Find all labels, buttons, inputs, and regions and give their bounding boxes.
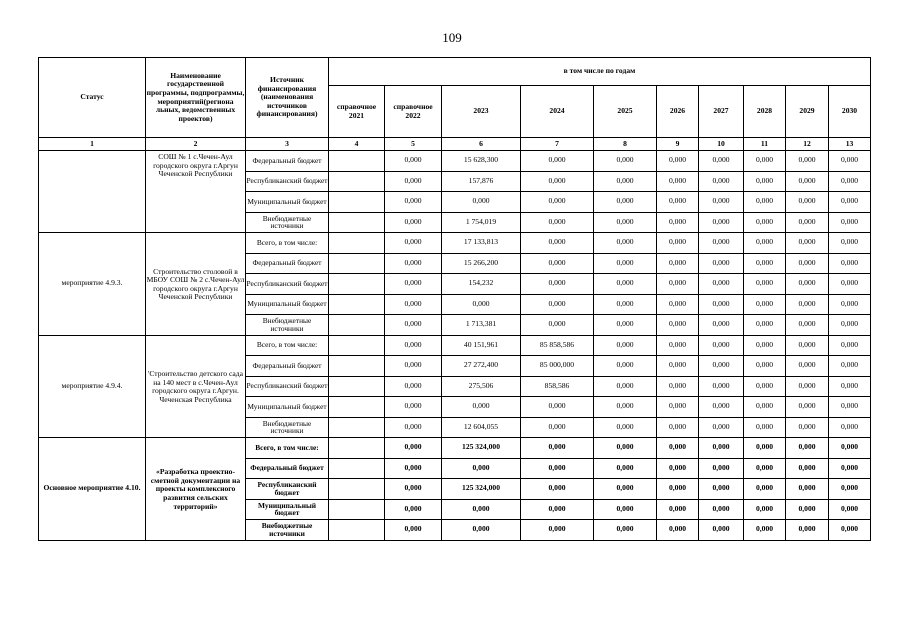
column-number-12: 12 — [786, 138, 829, 151]
value-cell: 0,000 — [786, 212, 829, 233]
value-cell: 0,000 — [442, 192, 521, 213]
value-cell: 0,000 — [699, 192, 744, 213]
value-cell: 0,000 — [521, 417, 594, 438]
value-cell: 0,000 — [385, 274, 442, 295]
header-source: Источник финансирования (наименования источников финансирования) — [246, 58, 329, 138]
value-cell: 0,000 — [829, 274, 871, 295]
value-cell: 0,000 — [594, 192, 657, 213]
value-cell: 0,000 — [829, 458, 871, 479]
table-row — [39, 233, 871, 254]
value-cell: 0,000 — [829, 520, 871, 541]
value-cell: 0,000 — [657, 233, 699, 254]
value-cell: 0,000 — [829, 212, 871, 233]
value-cell: 0,000 — [657, 438, 699, 459]
name-cell: 'Строительство детского сада на 140 мест в с.Чечен-Аул городского округа г.Аргун. Чеченская Республика — [146, 335, 246, 438]
value-cell: 0,000 — [385, 151, 442, 172]
value-cell: 0,000 — [744, 192, 786, 213]
value-cell: 0,000 — [786, 376, 829, 397]
value-cell: 0,000 — [442, 520, 521, 541]
value-cell: 0,000 — [699, 520, 744, 541]
source-cell: Муниципальный бюджет — [246, 294, 329, 315]
financing-table-wrapper — [38, 57, 871, 541]
value-cell: 0,000 — [657, 274, 699, 295]
value-cell: 0,000 — [521, 479, 594, 500]
value-cell: 0,000 — [442, 458, 521, 479]
value-cell: 0,000 — [385, 458, 442, 479]
value-cell: 0,000 — [786, 479, 829, 500]
value-cell: 0,000 — [829, 356, 871, 377]
value-cell: 0,000 — [385, 335, 442, 356]
value-cell: 0,000 — [657, 335, 699, 356]
name-cell: Строительство столовой в МБОУ СОШ № 2 с.Чечен-Аул городского округа г.Аргун Чеченской Республики — [146, 233, 246, 336]
value-cell: 0,000 — [385, 499, 442, 520]
value-cell: 0,000 — [744, 171, 786, 192]
header-name: Наименование государственной программы, подпрограммы, мероприятий(региона льных, ведомственных проектов) — [146, 58, 246, 138]
column-number-13: 13 — [829, 138, 871, 151]
value-cell: 0,000 — [521, 315, 594, 336]
header-status: Статус — [39, 58, 146, 138]
column-number-7: 7 — [521, 138, 594, 151]
table-row — [39, 438, 871, 459]
table-header — [39, 58, 871, 151]
column-number-10: 10 — [699, 138, 744, 151]
value-cell: 15 628,300 — [442, 151, 521, 172]
value-cell — [329, 417, 385, 438]
value-cell: 0,000 — [744, 294, 786, 315]
column-number-9: 9 — [657, 138, 699, 151]
value-cell: 0,000 — [594, 458, 657, 479]
value-cell: 154,232 — [442, 274, 521, 295]
header-year-3: 2024 — [521, 86, 594, 138]
value-cell: 0,000 — [594, 294, 657, 315]
value-cell: 0,000 — [829, 479, 871, 500]
column-number-6: 6 — [442, 138, 521, 151]
value-cell: 0,000 — [786, 315, 829, 336]
value-cell — [329, 335, 385, 356]
value-cell: 0,000 — [699, 212, 744, 233]
value-cell: 0,000 — [699, 294, 744, 315]
value-cell — [329, 151, 385, 172]
value-cell: 0,000 — [594, 253, 657, 274]
value-cell: 0,000 — [829, 151, 871, 172]
value-cell: 0,000 — [786, 499, 829, 520]
source-cell: Республиканский бюджет — [246, 479, 329, 500]
value-cell: 0,000 — [744, 274, 786, 295]
value-cell: 0,000 — [829, 233, 871, 254]
value-cell: 125 324,000 — [442, 479, 521, 500]
value-cell: 0,000 — [385, 356, 442, 377]
column-number-5: 5 — [385, 138, 442, 151]
value-cell: 0,000 — [744, 376, 786, 397]
source-cell: Федеральный бюджет — [246, 458, 329, 479]
value-cell: 0,000 — [829, 417, 871, 438]
status-cell — [39, 151, 146, 233]
value-cell: 0,000 — [657, 356, 699, 377]
value-cell — [329, 171, 385, 192]
value-cell: 0,000 — [829, 376, 871, 397]
status-cell: мероприятие 4.9.3. — [39, 233, 146, 336]
value-cell — [329, 520, 385, 541]
source-cell: Внебюджетные источники — [246, 520, 329, 541]
value-cell: 0,000 — [442, 294, 521, 315]
value-cell: 0,000 — [744, 479, 786, 500]
value-cell: 125 324,000 — [442, 438, 521, 459]
source-cell: Внебюджетные источники — [246, 212, 329, 233]
value-cell: 0,000 — [385, 397, 442, 418]
value-cell: 0,000 — [521, 438, 594, 459]
source-cell: Республиканский бюджет — [246, 171, 329, 192]
value-cell: 0,000 — [744, 520, 786, 541]
table-row — [39, 151, 871, 172]
header-year-2: 2023 — [442, 86, 521, 138]
value-cell: 0,000 — [699, 458, 744, 479]
value-cell: 0,000 — [744, 458, 786, 479]
value-cell: 0,000 — [521, 397, 594, 418]
source-cell: Федеральный бюджет — [246, 151, 329, 172]
value-cell: 0,000 — [699, 417, 744, 438]
value-cell: 0,000 — [657, 315, 699, 336]
value-cell: 0,000 — [521, 171, 594, 192]
value-cell: 0,000 — [699, 315, 744, 336]
value-cell: 0,000 — [594, 417, 657, 438]
source-cell: Внебюджетные источники — [246, 417, 329, 438]
value-cell: 0,000 — [744, 417, 786, 438]
value-cell: 0,000 — [744, 212, 786, 233]
source-cell: Федеральный бюджет — [246, 253, 329, 274]
value-cell: 27 272,400 — [442, 356, 521, 377]
value-cell — [329, 212, 385, 233]
value-cell — [329, 397, 385, 418]
value-cell: 0,000 — [699, 397, 744, 418]
name-cell: СОШ № 1 с.Чечен-Аул городского округа г.Аргун Чеченской Республики — [146, 151, 246, 233]
value-cell: 0,000 — [594, 335, 657, 356]
value-cell: 0,000 — [744, 151, 786, 172]
value-cell: 0,000 — [744, 315, 786, 336]
value-cell: 0,000 — [829, 253, 871, 274]
value-cell: 0,000 — [829, 294, 871, 315]
value-cell: 0,000 — [829, 315, 871, 336]
value-cell: 0,000 — [699, 253, 744, 274]
value-cell: 0,000 — [786, 458, 829, 479]
value-cell: 0,000 — [594, 397, 657, 418]
value-cell — [329, 458, 385, 479]
header-year-6: 2027 — [699, 86, 744, 138]
value-cell: 0,000 — [786, 171, 829, 192]
value-cell: 0,000 — [829, 438, 871, 459]
value-cell: 0,000 — [657, 499, 699, 520]
source-cell: Муниципальный бюджет — [246, 499, 329, 520]
value-cell: 85 858,586 — [521, 335, 594, 356]
column-number-4: 4 — [329, 138, 385, 151]
value-cell: 0,000 — [829, 397, 871, 418]
source-cell: Муниципальный бюджет — [246, 192, 329, 213]
value-cell: 0,000 — [829, 192, 871, 213]
value-cell: 0,000 — [594, 233, 657, 254]
value-cell: 0,000 — [385, 192, 442, 213]
value-cell: 0,000 — [699, 151, 744, 172]
value-cell — [329, 315, 385, 336]
value-cell: 0,000 — [699, 479, 744, 500]
column-number-11: 11 — [744, 138, 786, 151]
value-cell: 0,000 — [786, 335, 829, 356]
value-cell: 0,000 — [594, 376, 657, 397]
value-cell: 0,000 — [442, 397, 521, 418]
value-cell: 0,000 — [699, 274, 744, 295]
header-years-group: в том числе по годам — [329, 58, 871, 86]
status-cell: мероприятие 4.9.4. — [39, 335, 146, 438]
value-cell: 0,000 — [385, 520, 442, 541]
value-cell: 0,000 — [385, 294, 442, 315]
value-cell: 0,000 — [786, 520, 829, 541]
column-number-2: 2 — [146, 138, 246, 151]
header-year-8: 2029 — [786, 86, 829, 138]
value-cell — [329, 499, 385, 520]
value-cell: 0,000 — [657, 212, 699, 233]
page-number: 109 — [442, 30, 462, 45]
value-cell: 12 604,055 — [442, 417, 521, 438]
value-cell: 0,000 — [594, 171, 657, 192]
status-cell: Основное мероприятие 4.10. — [39, 438, 146, 541]
value-cell: 0,000 — [699, 356, 744, 377]
value-cell: 0,000 — [385, 417, 442, 438]
value-cell: 0,000 — [786, 151, 829, 172]
value-cell: 0,000 — [699, 438, 744, 459]
value-cell: 15 266,200 — [442, 253, 521, 274]
value-cell: 0,000 — [594, 274, 657, 295]
value-cell: 0,000 — [442, 499, 521, 520]
value-cell: 0,000 — [657, 294, 699, 315]
value-cell: 0,000 — [786, 356, 829, 377]
source-cell: Республиканский бюджет — [246, 376, 329, 397]
value-cell: 0,000 — [521, 192, 594, 213]
column-number-3: 3 — [246, 138, 329, 151]
value-cell: 85 000,000 — [521, 356, 594, 377]
value-cell: 0,000 — [699, 499, 744, 520]
value-cell: 0,000 — [657, 520, 699, 541]
header-year-1: справочное 2022 — [385, 86, 442, 138]
value-cell: 0,000 — [594, 151, 657, 172]
value-cell: 0,000 — [594, 520, 657, 541]
value-cell — [329, 356, 385, 377]
table-body — [39, 151, 871, 541]
value-cell: 0,000 — [699, 335, 744, 356]
value-cell: 0,000 — [786, 417, 829, 438]
value-cell: 0,000 — [521, 233, 594, 254]
value-cell: 0,000 — [699, 376, 744, 397]
value-cell: 17 133,813 — [442, 233, 521, 254]
value-cell: 0,000 — [594, 438, 657, 459]
value-cell: 1 713,381 — [442, 315, 521, 336]
source-cell: Внебюджетные источники — [246, 315, 329, 336]
value-cell: 0,000 — [594, 315, 657, 336]
header-year-9: 2030 — [829, 86, 871, 138]
value-cell: 0,000 — [385, 315, 442, 336]
header-year-7: 2028 — [744, 86, 786, 138]
value-cell — [329, 438, 385, 459]
value-cell: 0,000 — [594, 479, 657, 500]
value-cell: 0,000 — [829, 335, 871, 356]
value-cell: 0,000 — [521, 212, 594, 233]
value-cell: 0,000 — [657, 253, 699, 274]
value-cell: 0,000 — [594, 499, 657, 520]
value-cell: 0,000 — [594, 212, 657, 233]
header-year-0: справочное 2021 — [329, 86, 385, 138]
value-cell: 0,000 — [521, 253, 594, 274]
value-cell: 858,586 — [521, 376, 594, 397]
value-cell: 0,000 — [385, 212, 442, 233]
value-cell — [329, 192, 385, 213]
value-cell: 0,000 — [744, 335, 786, 356]
value-cell: 0,000 — [521, 499, 594, 520]
value-cell: 0,000 — [699, 233, 744, 254]
financing-table — [38, 57, 871, 541]
value-cell: 0,000 — [786, 192, 829, 213]
value-cell: 0,000 — [744, 499, 786, 520]
header-year-4: 2025 — [594, 86, 657, 138]
table-row — [39, 335, 871, 356]
value-cell: 275,506 — [442, 376, 521, 397]
value-cell: 0,000 — [786, 397, 829, 418]
value-cell: 0,000 — [657, 171, 699, 192]
value-cell: 0,000 — [657, 376, 699, 397]
value-cell: 0,000 — [521, 520, 594, 541]
value-cell: 0,000 — [744, 397, 786, 418]
value-cell — [329, 274, 385, 295]
value-cell: 0,000 — [744, 438, 786, 459]
value-cell: 0,000 — [744, 356, 786, 377]
value-cell: 0,000 — [786, 274, 829, 295]
value-cell: 0,000 — [385, 171, 442, 192]
value-cell — [329, 479, 385, 500]
value-cell: 0,000 — [786, 233, 829, 254]
value-cell: 0,000 — [521, 151, 594, 172]
value-cell: 0,000 — [657, 458, 699, 479]
source-cell: Всего, в том числе: — [246, 233, 329, 254]
value-cell: 1 754,019 — [442, 212, 521, 233]
value-cell: 0,000 — [657, 397, 699, 418]
value-cell: 0,000 — [521, 294, 594, 315]
value-cell: 0,000 — [521, 274, 594, 295]
value-cell: 0,000 — [385, 376, 442, 397]
value-cell — [329, 376, 385, 397]
source-cell: Федеральный бюджет — [246, 356, 329, 377]
source-cell: Всего, в том числе: — [246, 438, 329, 459]
name-cell: «Разработка проектно-сметной документации на проекты комплексного развития сельских территорий» — [146, 438, 246, 541]
column-number-1: 1 — [39, 138, 146, 151]
source-cell: Республиканский бюджет — [246, 274, 329, 295]
value-cell: 0,000 — [521, 458, 594, 479]
value-cell: 0,000 — [385, 479, 442, 500]
value-cell: 0,000 — [744, 253, 786, 274]
value-cell: 0,000 — [385, 233, 442, 254]
value-cell: 0,000 — [786, 438, 829, 459]
value-cell: 0,000 — [786, 294, 829, 315]
value-cell: 0,000 — [385, 438, 442, 459]
value-cell: 157,876 — [442, 171, 521, 192]
value-cell: 0,000 — [829, 499, 871, 520]
column-number-8: 8 — [594, 138, 657, 151]
source-cell: Всего, в том числе: — [246, 335, 329, 356]
value-cell: 0,000 — [744, 233, 786, 254]
value-cell: 0,000 — [657, 417, 699, 438]
value-cell: 0,000 — [657, 479, 699, 500]
value-cell: 0,000 — [829, 171, 871, 192]
value-cell: 0,000 — [657, 151, 699, 172]
source-cell: Муниципальный бюджет — [246, 397, 329, 418]
value-cell — [329, 294, 385, 315]
value-cell: 0,000 — [786, 253, 829, 274]
header-year-5: 2026 — [657, 86, 699, 138]
value-cell: 0,000 — [699, 171, 744, 192]
value-cell: 0,000 — [385, 253, 442, 274]
value-cell: 0,000 — [657, 192, 699, 213]
value-cell: 40 151,961 — [442, 335, 521, 356]
value-cell — [329, 233, 385, 254]
value-cell — [329, 253, 385, 274]
value-cell: 0,000 — [594, 356, 657, 377]
